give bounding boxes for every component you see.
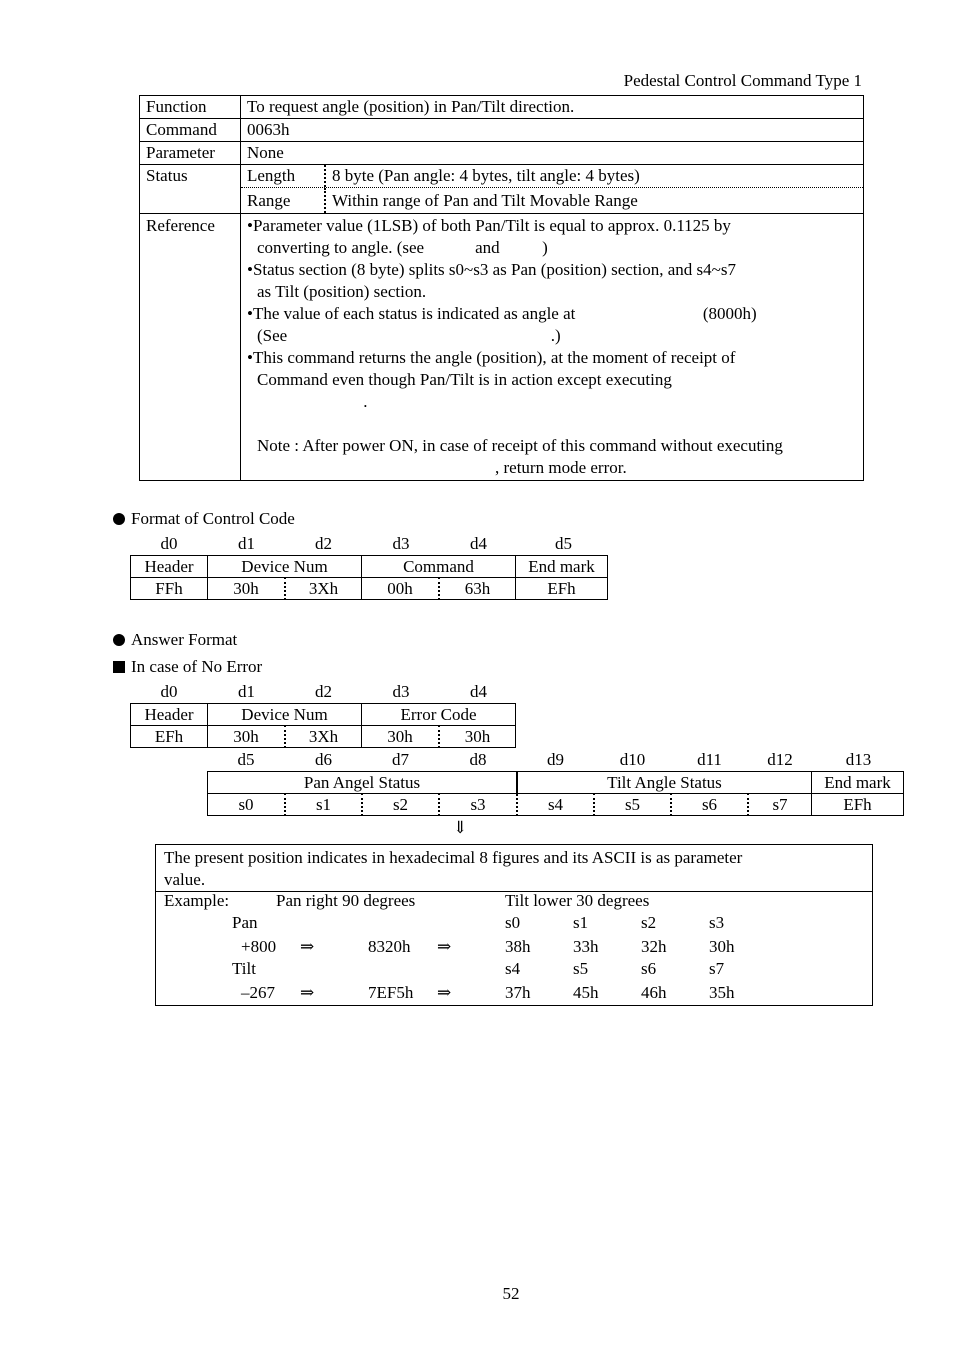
value-cell: 30h bbox=[362, 726, 440, 748]
byte-label: d9 bbox=[547, 750, 564, 769]
pan-value: +800 bbox=[241, 937, 277, 956]
byte-label: d10 bbox=[619, 750, 646, 769]
reference-note: Note : After power ON, in case of receipt of this command without executing bbox=[257, 436, 783, 455]
reference-line: Command even though Pan/Tilt is in action except executing bbox=[257, 370, 672, 389]
answer-value-row bbox=[131, 726, 516, 748]
pan-label: Pan bbox=[232, 913, 258, 932]
reference-note: , return mode error. bbox=[257, 458, 627, 477]
s-value: 35h bbox=[709, 983, 735, 1002]
byte-label: d4 bbox=[470, 682, 487, 701]
byte-label: d2 bbox=[315, 534, 332, 553]
byte-label: d1 bbox=[238, 682, 255, 701]
s-label: s1 bbox=[573, 913, 589, 932]
reference-line: (See .) bbox=[257, 326, 561, 345]
reference-line bbox=[247, 413, 857, 435]
byte-label: d0 bbox=[160, 534, 178, 553]
value-cell: s1 bbox=[285, 794, 362, 816]
s-label: s6 bbox=[641, 959, 657, 978]
right-arrow-icon: ⇒ bbox=[300, 983, 315, 1002]
format-title: Format of Control Code bbox=[131, 509, 295, 528]
reference-text bbox=[241, 214, 864, 481]
function-row bbox=[140, 96, 864, 119]
reference-line: •Parameter value (1LSB) of both Pan/Tilt is equal to approx. 0.1125 by bbox=[247, 216, 731, 235]
description-line: value. bbox=[164, 870, 206, 889]
s-label: s0 bbox=[505, 913, 521, 932]
answer-title: Answer Format bbox=[131, 630, 238, 649]
byte-label: d4 bbox=[470, 534, 487, 553]
s-value: 46h bbox=[641, 983, 667, 1002]
command-row bbox=[140, 119, 864, 142]
s-value: 38h bbox=[505, 937, 531, 956]
example-description bbox=[156, 845, 872, 892]
value-cell: s4 bbox=[517, 794, 594, 816]
value-cell: EFh bbox=[812, 794, 904, 816]
reference-line: as Tilt (position) section. bbox=[257, 282, 427, 301]
range-label: Range bbox=[247, 191, 291, 210]
function-label: Function bbox=[140, 96, 241, 119]
tilt-value: –267 bbox=[241, 983, 275, 1002]
value-cell: s3 bbox=[439, 794, 517, 816]
s-label: s7 bbox=[709, 959, 725, 978]
tilt-title: Tilt lower 30 degrees bbox=[505, 891, 650, 910]
length-label: Length bbox=[247, 166, 296, 185]
format-heading bbox=[113, 509, 295, 529]
value-cell: 30h bbox=[208, 726, 286, 748]
tilt-status-cell: Tilt Angle Status bbox=[517, 772, 812, 794]
parameter-value: None bbox=[241, 142, 864, 165]
header-cell: Header bbox=[131, 556, 208, 578]
answer-table-2 bbox=[207, 771, 904, 816]
right-arrow-icon: ⇒ bbox=[437, 983, 452, 1002]
end-mark-cell: End mark bbox=[812, 772, 904, 794]
down-arrow-icon: ⇓ bbox=[453, 818, 468, 837]
answer-byte-labels-1 bbox=[130, 682, 517, 702]
value-cell: EFh bbox=[516, 578, 608, 600]
pan-hex: 8320h bbox=[368, 937, 411, 956]
bullet-icon bbox=[113, 513, 125, 525]
value-cell: 00h bbox=[362, 578, 440, 600]
s-label: s5 bbox=[573, 959, 589, 978]
byte-label: d5 bbox=[555, 534, 572, 553]
reference-row bbox=[140, 214, 864, 481]
value-cell: 30h bbox=[208, 578, 286, 600]
answer-status-value-row bbox=[208, 794, 904, 816]
answer-heading bbox=[113, 630, 237, 650]
value-cell: s5 bbox=[594, 794, 671, 816]
format-table bbox=[130, 555, 608, 600]
s-value: 45h bbox=[573, 983, 599, 1002]
value-cell: 63h bbox=[439, 578, 516, 600]
example-box bbox=[155, 844, 873, 1006]
description-line: The present position indicates in hexadecimal 8 figures and its ASCII is as parameter bbox=[164, 848, 743, 867]
answer-status-header-row bbox=[208, 772, 904, 794]
command-value: 0063h bbox=[241, 119, 864, 142]
range-value: Within range of Pan and Tilt Movable Range bbox=[324, 188, 638, 213]
s-value: 37h bbox=[505, 983, 531, 1002]
value-cell: 30h bbox=[439, 726, 516, 748]
reference-line: •The value of each status is indicated as angle at (8000h) bbox=[247, 304, 757, 323]
page-header: Pedestal Control Command Type 1 bbox=[623, 71, 862, 90]
byte-label: d1 bbox=[238, 534, 255, 553]
command-cell: Command bbox=[362, 556, 516, 578]
reference-line: •Status section (8 byte) splits s0~s3 as Pan (position) section, and s4~s7 bbox=[247, 260, 736, 279]
reference-line: . bbox=[257, 392, 368, 411]
s-label: s4 bbox=[505, 959, 521, 978]
device-num-cell: Device Num bbox=[208, 556, 362, 578]
header-cell: Header bbox=[131, 704, 208, 726]
reference-line: converting to angle. (see and ) bbox=[257, 238, 548, 257]
answer-table-1 bbox=[130, 703, 516, 748]
status-details bbox=[241, 165, 864, 214]
byte-label: d8 bbox=[469, 750, 487, 769]
reference-line: •This command returns the angle (position), at the moment of receipt of bbox=[247, 348, 736, 367]
answer-byte-labels-2 bbox=[207, 750, 905, 770]
bullet-icon bbox=[113, 634, 125, 646]
byte-label: d5 bbox=[237, 750, 255, 769]
range-row bbox=[241, 188, 863, 213]
parameter-label: Parameter bbox=[140, 142, 241, 165]
parameter-row bbox=[140, 142, 864, 165]
byte-label: d3 bbox=[392, 682, 410, 701]
value-cell: s0 bbox=[208, 794, 286, 816]
pan-status-cell: Pan Angel Status bbox=[208, 772, 518, 794]
command-table bbox=[139, 95, 864, 481]
no-error-title: In case of No Error bbox=[131, 657, 263, 676]
byte-label: d13 bbox=[845, 750, 872, 769]
reference-label: Reference bbox=[140, 214, 241, 481]
right-arrow-icon: ⇒ bbox=[300, 937, 315, 956]
byte-label: d7 bbox=[392, 750, 409, 769]
value-cell: FFh bbox=[131, 578, 208, 600]
value-cell: 3Xh bbox=[285, 726, 362, 748]
example-label: Example: bbox=[164, 891, 230, 910]
value-cell: EFh bbox=[131, 726, 208, 748]
byte-label: d0 bbox=[160, 682, 178, 701]
byte-label: d11 bbox=[697, 750, 722, 769]
length-row bbox=[241, 165, 863, 188]
no-error-heading bbox=[113, 657, 262, 677]
answer-header-row bbox=[131, 704, 516, 726]
tilt-hex: 7EF5h bbox=[368, 983, 414, 1002]
page-number: 52 bbox=[502, 1284, 520, 1303]
right-arrow-icon: ⇒ bbox=[437, 937, 452, 956]
status-row bbox=[140, 165, 864, 214]
byte-label: d12 bbox=[767, 750, 793, 769]
byte-label: d3 bbox=[392, 534, 410, 553]
pan-title: Pan right 90 degrees bbox=[276, 891, 416, 910]
byte-label: d2 bbox=[315, 682, 332, 701]
error-code-cell: Error Code bbox=[362, 704, 516, 726]
s-value: 30h bbox=[709, 937, 735, 956]
value-cell: s6 bbox=[671, 794, 748, 816]
end-mark-cell: End mark bbox=[516, 556, 608, 578]
format-byte-labels bbox=[130, 534, 610, 554]
s-label: s3 bbox=[709, 913, 725, 932]
value-cell: 3Xh bbox=[285, 578, 362, 600]
status-label: Status bbox=[140, 165, 241, 214]
function-value: To request angle (position) in Pan/Tilt direction. bbox=[241, 96, 864, 119]
length-value: 8 byte (Pan angle: 4 bytes, tilt angle: 4 bytes) bbox=[324, 165, 640, 187]
s-label: s2 bbox=[641, 913, 657, 932]
s-value: 32h bbox=[641, 937, 667, 956]
device-num-cell: Device Num bbox=[208, 704, 362, 726]
byte-label: d6 bbox=[315, 750, 332, 769]
square-bullet-icon bbox=[113, 661, 125, 673]
tilt-label: Tilt bbox=[232, 959, 256, 978]
format-header-row bbox=[131, 556, 608, 578]
value-cell: s2 bbox=[362, 794, 439, 816]
s-value: 33h bbox=[573, 937, 599, 956]
value-cell: s7 bbox=[748, 794, 812, 816]
format-value-row bbox=[131, 578, 608, 600]
command-label: Command bbox=[140, 119, 241, 142]
